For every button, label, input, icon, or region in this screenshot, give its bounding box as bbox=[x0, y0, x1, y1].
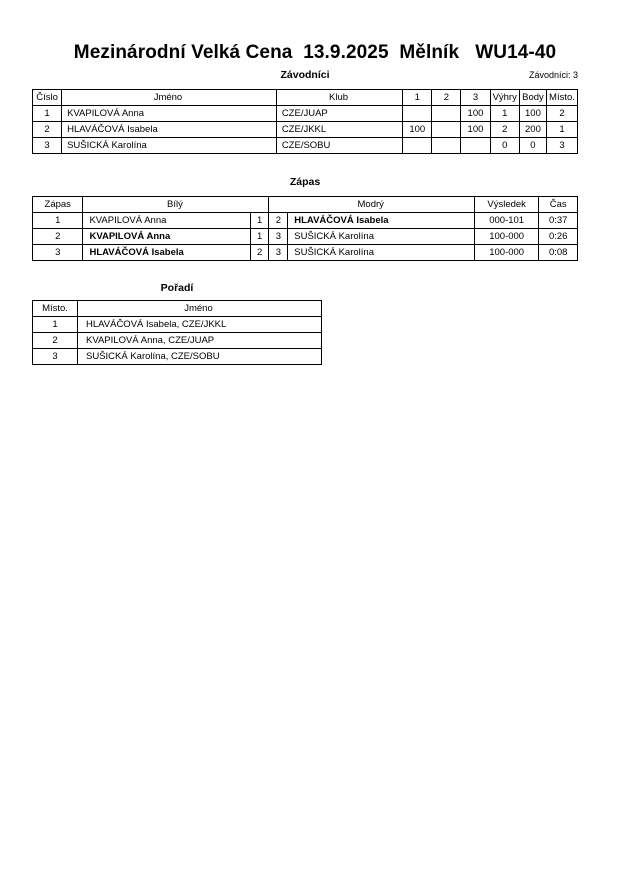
cell-place: 1 bbox=[33, 317, 78, 333]
table-header-row bbox=[33, 197, 578, 213]
ranking-section-caption: Pořadí bbox=[160, 282, 194, 294]
table-row bbox=[33, 138, 578, 154]
header-points: Body bbox=[519, 90, 546, 106]
cell-number: 2 bbox=[33, 122, 62, 138]
cell-place: 3 bbox=[546, 138, 577, 154]
header-round-1: 1 bbox=[403, 90, 432, 106]
cell-name: SUŠICKÁ Karolína, CZE/SOBU bbox=[78, 349, 322, 365]
cell-name: HLAVÁČOVÁ Isabela bbox=[62, 122, 277, 138]
cell-white-number: 1 bbox=[250, 229, 269, 245]
table-row bbox=[33, 333, 322, 349]
table-row bbox=[33, 229, 578, 245]
table-row bbox=[33, 213, 578, 229]
cell-round-3: 100 bbox=[461, 106, 490, 122]
cell-blue-name: HLAVÁČOVÁ Isabela bbox=[288, 213, 475, 229]
cell-wins: 0 bbox=[490, 138, 519, 154]
header-round-2: 2 bbox=[432, 90, 461, 106]
cell-white-number: 1 bbox=[250, 213, 269, 229]
matches-table bbox=[32, 196, 578, 261]
header-name: Jméno bbox=[78, 301, 322, 317]
cell-white-name: KVAPILOVÁ Anna bbox=[83, 229, 250, 245]
cell-club: CZE/JUAP bbox=[276, 106, 402, 122]
competitors-count-label: Závodníci: 3 bbox=[528, 70, 578, 80]
competitors-table bbox=[32, 89, 578, 154]
cell-blue-number: 2 bbox=[269, 213, 288, 229]
page-title: Mezinárodní Velká Cena 13.9.2025 Mělník WU14-40 bbox=[73, 42, 557, 63]
header-result: Výsledek bbox=[474, 197, 538, 213]
cell-result: 000-101 bbox=[474, 213, 538, 229]
header-name: Jméno bbox=[62, 90, 277, 106]
cell-time: 0:37 bbox=[539, 213, 578, 229]
header-white: Bílý bbox=[83, 197, 269, 213]
cell-name: HLAVÁČOVÁ Isabela, CZE/JKKL bbox=[78, 317, 322, 333]
header-place: Místo. bbox=[546, 90, 577, 106]
cell-place: 2 bbox=[546, 106, 577, 122]
cell-wins: 2 bbox=[490, 122, 519, 138]
ranking-table bbox=[32, 300, 322, 365]
cell-points: 0 bbox=[519, 138, 546, 154]
cell-place: 3 bbox=[33, 349, 78, 365]
header-wins: Výhry bbox=[490, 90, 519, 106]
cell-blue-number: 3 bbox=[269, 245, 288, 261]
cell-white-name: KVAPILOVÁ Anna bbox=[83, 213, 250, 229]
cell-blue-name: SUŠICKÁ Karolína bbox=[288, 245, 475, 261]
cell-time: 0:08 bbox=[539, 245, 578, 261]
table-row bbox=[33, 122, 578, 138]
header-club: Klub bbox=[276, 90, 402, 106]
cell-number: 1 bbox=[33, 106, 62, 122]
table-header-row bbox=[33, 301, 322, 317]
cell-place: 1 bbox=[546, 122, 577, 138]
cell-round-1 bbox=[403, 138, 432, 154]
competitors-section-caption: Závodníci bbox=[280, 69, 330, 81]
cell-number: 3 bbox=[33, 138, 62, 154]
table-row bbox=[33, 245, 578, 261]
cell-time: 0:26 bbox=[539, 229, 578, 245]
cell-round-2 bbox=[432, 138, 461, 154]
table-row bbox=[33, 317, 322, 333]
table-row bbox=[33, 106, 578, 122]
table-header-row bbox=[33, 90, 578, 106]
cell-blue-name: SUŠICKÁ Karolína bbox=[288, 229, 475, 245]
cell-club: CZE/SOBU bbox=[276, 138, 402, 154]
table-row bbox=[33, 349, 322, 365]
matches-section-caption: Zápas bbox=[289, 176, 321, 188]
header-blue: Modrý bbox=[269, 197, 474, 213]
header-time: Čas bbox=[539, 197, 578, 213]
cell-result: 100-000 bbox=[474, 229, 538, 245]
cell-club: CZE/JKKL bbox=[276, 122, 402, 138]
cell-points: 100 bbox=[519, 106, 546, 122]
cell-white-number: 2 bbox=[250, 245, 269, 261]
cell-blue-number: 3 bbox=[269, 229, 288, 245]
cell-match-number: 3 bbox=[33, 245, 83, 261]
cell-round-1 bbox=[403, 106, 432, 122]
cell-round-2 bbox=[432, 122, 461, 138]
cell-name: SUŠICKÁ Karolína bbox=[62, 138, 277, 154]
cell-result: 100-000 bbox=[474, 245, 538, 261]
header-match: Zápas bbox=[33, 197, 83, 213]
cell-round-1: 100 bbox=[403, 122, 432, 138]
cell-match-number: 1 bbox=[33, 213, 83, 229]
cell-name: KVAPILOVÁ Anna bbox=[62, 106, 277, 122]
cell-round-3 bbox=[461, 138, 490, 154]
cell-round-3: 100 bbox=[461, 122, 490, 138]
cell-white-name: HLAVÁČOVÁ Isabela bbox=[83, 245, 250, 261]
cell-match-number: 2 bbox=[33, 229, 83, 245]
header-number: Číslo bbox=[33, 90, 62, 106]
cell-points: 200 bbox=[519, 122, 546, 138]
cell-round-2 bbox=[432, 106, 461, 122]
header-place: Místo. bbox=[33, 301, 78, 317]
header-round-3: 3 bbox=[461, 90, 490, 106]
cell-wins: 1 bbox=[490, 106, 519, 122]
cell-name: KVAPILOVÁ Anna, CZE/JUAP bbox=[78, 333, 322, 349]
cell-place: 2 bbox=[33, 333, 78, 349]
